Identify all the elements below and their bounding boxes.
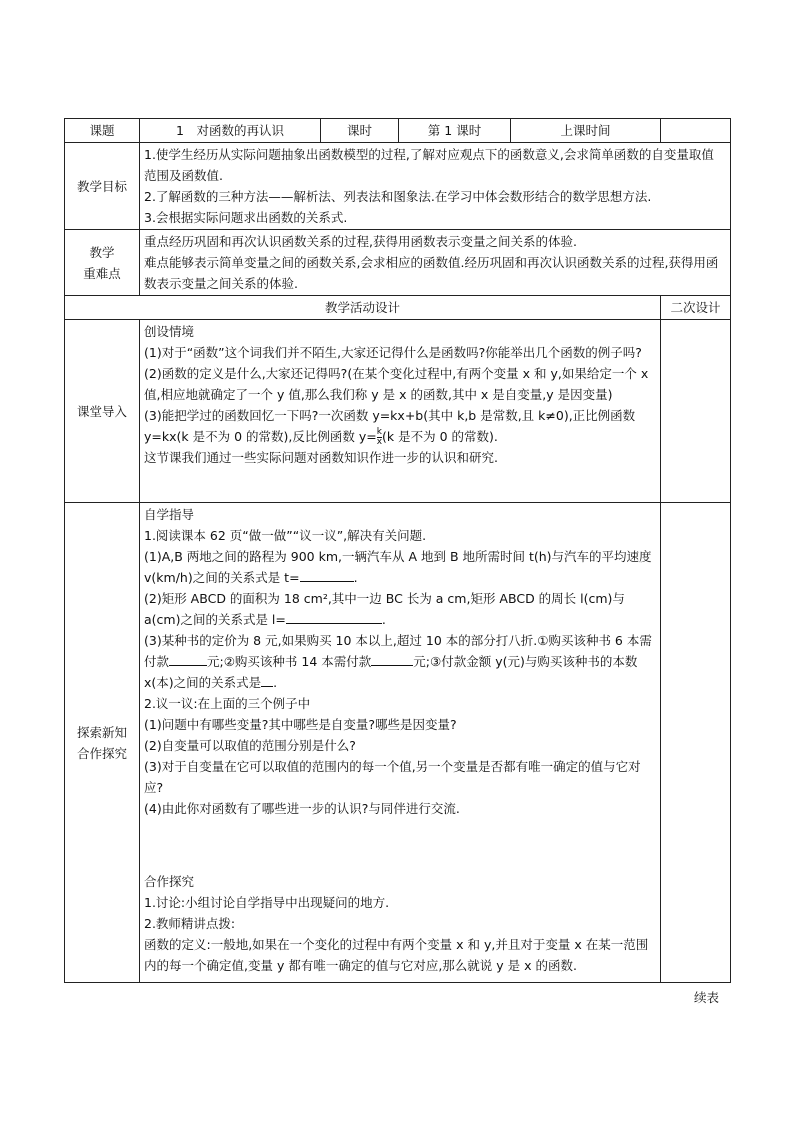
- coop-item-2: 2.教师精讲点拨:: [144, 916, 236, 931]
- keypoints-label-2: 重难点: [83, 265, 121, 281]
- answer-blank[interactable]: [261, 672, 273, 687]
- continue-label: 续表: [694, 990, 720, 1005]
- self-study-1: 1.阅读课本 62 页“做一做”“议一议”,解决有关问题.: [144, 528, 427, 543]
- coop-heading: 合作探究: [144, 874, 195, 889]
- explore-label-1: 探索新知: [76, 724, 127, 740]
- second-design-title: 二次设计: [661, 296, 731, 320]
- coop-item-1: 1.讨论:小组讨论自学指导中出现疑问的地方.: [144, 895, 390, 910]
- intro-content: [140, 320, 661, 503]
- explore-label-2: 合作探究: [76, 745, 127, 761]
- keypoints-label: [65, 230, 140, 296]
- answer-blank[interactable]: [371, 651, 413, 666]
- answer-blank[interactable]: [300, 567, 354, 582]
- hours-value: 第 1 课时: [399, 119, 511, 143]
- goal-2: 2.了解函数的三种方法——解析法、列表法和图象法.在学习中体会数形结合的数学思想方法.: [144, 189, 652, 204]
- self-study-1-1: (1)A,B 两地之间的路程为 900 km,一辆汽车从 A 地到 B 地所需时间 t(h)与汽车的平均速度 v(km/h)之间的关系式是 t= .: [144, 549, 652, 585]
- discuss-question-4: (4)由此你对函数有了哪些进一步的认识?与同伴进行交流.: [144, 801, 460, 816]
- discuss-question-3: (3)对于自变量在它可以取值的范围内的每一个值,另一个变量是否都有唯一确定的值与它对应?: [144, 759, 641, 795]
- goals-content: [140, 143, 731, 230]
- intro-question-3: (3)能把学过的函数回忆一下吗?一次函数 y=kx+b(其中 k,b 是常数,且 k≠0),正比例函数 y=kx(k 是不为 0 的常数),反比例函数 y= $\frac{k}{x}$ (k 是不为 0 的常数).: [144, 408, 636, 447]
- topic-label: 课题: [65, 119, 140, 143]
- answer-blank[interactable]: [169, 651, 207, 666]
- goal-3: 3.会根据实际问题求出函数的关系式.: [144, 210, 348, 225]
- keypoints-row: [65, 230, 731, 296]
- fraction-k-over-x: $\frac{k}{x}$: [376, 427, 383, 447]
- self-study-1-3: (3)某种书的定价为 8 元,如果购买 10 本以上,超过 10 本的部分打八折.①购买该种书 6 本需付款 元;②购买该种书 14 本需付款 元;③付款金额 y(元)与购买该种书的本数 x(本)之间的关系式是 .: [144, 633, 652, 690]
- explore-second-design: [661, 503, 731, 983]
- hours-label: 课时: [321, 119, 399, 143]
- keypoints-label-1: 教学: [89, 244, 115, 260]
- header-row: [65, 119, 731, 143]
- self-study-1-2: (2)矩形 ABCD 的面积为 18 cm²,其中一边 BC 长为 a cm,矩形 ABCD 的周长 l(cm)与 a(cm)之间的关系式是 l= .: [144, 591, 625, 627]
- lesson-plan-table: [64, 118, 731, 983]
- goals-label: 教学目标: [65, 143, 140, 230]
- class-time-label: 上课时间: [511, 119, 661, 143]
- intro-heading: 创设情境: [144, 324, 195, 339]
- goals-row: [65, 143, 731, 230]
- answer-blank[interactable]: [286, 609, 382, 624]
- class-time-value: [661, 119, 731, 143]
- spacer: [144, 819, 656, 871]
- intro-second-design: [661, 320, 731, 503]
- intro-question-1: (1)对于“函数”这个词我们并不陌生,大家还记得什么是函数吗?你能举出几个函数的例子吗?: [144, 345, 642, 360]
- design-title: 教学活动设计: [65, 296, 661, 320]
- goal-1: 1.使学生经历从实际问题抽象出函数模型的过程,了解对应观点下的函数意义,会求简单函数的自变量取值范围及函数值.: [144, 147, 714, 183]
- topic-value: 1 对函数的再认识: [140, 119, 321, 143]
- self-study-heading: 自学指导: [144, 507, 195, 522]
- intro-closing: 这节课我们通过一些实际问题对函数知识作进一步的认识和研究.: [144, 450, 498, 465]
- explore-content: [140, 503, 661, 983]
- intro-question-2: (2)函数的定义是什么,大家还记得吗?(在某个变化过程中,有两个变量 x 和 y,如果给定一个 x 值,相应地就确定了一个 y 值,那么我们称 y 是 x 的函数,其中 x 是自变量,y 是因变量): [144, 366, 649, 402]
- intro-label: 课堂导入: [65, 320, 140, 503]
- keypoint-difficulty: 难点能够表示简单变量之间的函数关系,会求相应的函数值.经历巩固和再次认识函数关系的过程,获得用函数表示变量之间关系的体验.: [144, 255, 719, 291]
- intro-row: [65, 320, 731, 503]
- discuss-question-2: (2)自变量可以取值的范围分别是什么?: [144, 738, 356, 753]
- discuss-heading: 2.议一议:在上面的三个例子中: [144, 696, 311, 711]
- explore-label: [65, 503, 140, 983]
- keypoint-focus: 重点经历巩固和再次认识函数关系的过程,获得用函数表示变量之间关系的体验.: [144, 234, 577, 249]
- keypoints-content: [140, 230, 731, 296]
- design-title-row: [65, 296, 731, 320]
- function-definition: 函数的定义:一般地,如果在一个变化的过程中有两个变量 x 和 y,并且对于变量 x 在某一范围内的每一个确定值,变量 y 都有唯一确定的值与它对应,那么就说 y 是 x 的函数.: [144, 937, 649, 973]
- discuss-question-1: (1)问题中有哪些变量?其中哪些是自变量?哪些是因变量?: [144, 717, 457, 732]
- explore-row: [65, 503, 731, 983]
